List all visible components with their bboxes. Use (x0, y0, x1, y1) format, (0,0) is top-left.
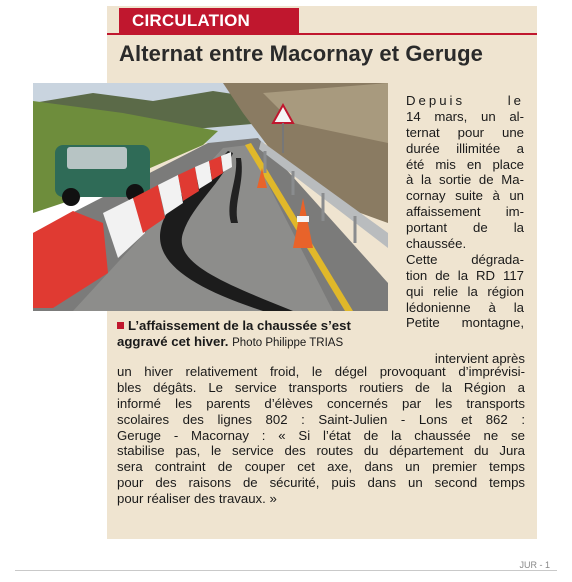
body-line: Depuis le (406, 93, 524, 108)
rubric-label: CIRCULATION (119, 8, 299, 33)
body-line: Geruge - Macornay : « Si l’état de la chaussée ne se (117, 427, 525, 443)
body-line: ternat pour une (406, 124, 524, 140)
body-line: à la sortie de Ma- (406, 172, 524, 188)
photo-credit: Photo Philippe TRIAS (232, 337, 344, 349)
body-line: tion de la RD 117 (406, 267, 524, 283)
body-line: portant de la (406, 220, 524, 236)
body-line: pour réaliser des travaux. » (117, 491, 277, 507)
body-line: pour des raisons de sécurité, puis dans un second temps (117, 475, 525, 491)
body-line: stabilise pas, le service des routes du département du Jura (117, 443, 525, 459)
body-line: chaussée. (406, 236, 467, 252)
body-line: affaissement im- (406, 204, 524, 220)
body-line: scolaires des lignes 802 : Saint-Julien - Lons et 862 : (117, 411, 525, 427)
headline: Alternat entre Macornay et Geruge (119, 41, 483, 66)
article-body-wide (117, 364, 525, 507)
body-line: qui relie la région (406, 283, 524, 299)
footer-rule (15, 570, 557, 571)
body-line: Petite montagne, (406, 315, 524, 331)
photo-caption (117, 318, 392, 351)
body-line: été mis en place (406, 156, 524, 172)
page-label: JUR - 1 (519, 560, 550, 570)
body-line: durée illimitée a (406, 140, 524, 156)
body-line: bles dégâts. Le service transports routiers de la Région a (117, 379, 525, 395)
body-line: lédonienne à la (406, 299, 524, 315)
road-photo-illustration (33, 83, 388, 311)
body-line: cornay suite à un (406, 188, 524, 204)
body-line: Cette dégrada- (406, 251, 524, 267)
body-line: sera contraint de couper cet axe, dans un premier temps (117, 459, 525, 475)
article-photo (33, 83, 388, 311)
body-line: 14 mars, un al- (406, 108, 524, 124)
caption-bullet-icon (117, 322, 124, 329)
body-line: un hiver relativement froid, le dégel provoquant d’imprévisi- (117, 364, 525, 379)
body-line-hanging: intervient après (434, 351, 525, 366)
rubric-rule (107, 33, 537, 35)
article-body-column (406, 93, 524, 331)
body-line: informé les parents d’élèves concernés par les transports (117, 395, 525, 411)
caption-text: L’affaissement de la chaussée s’est aggravé cet hiver. (117, 318, 351, 349)
